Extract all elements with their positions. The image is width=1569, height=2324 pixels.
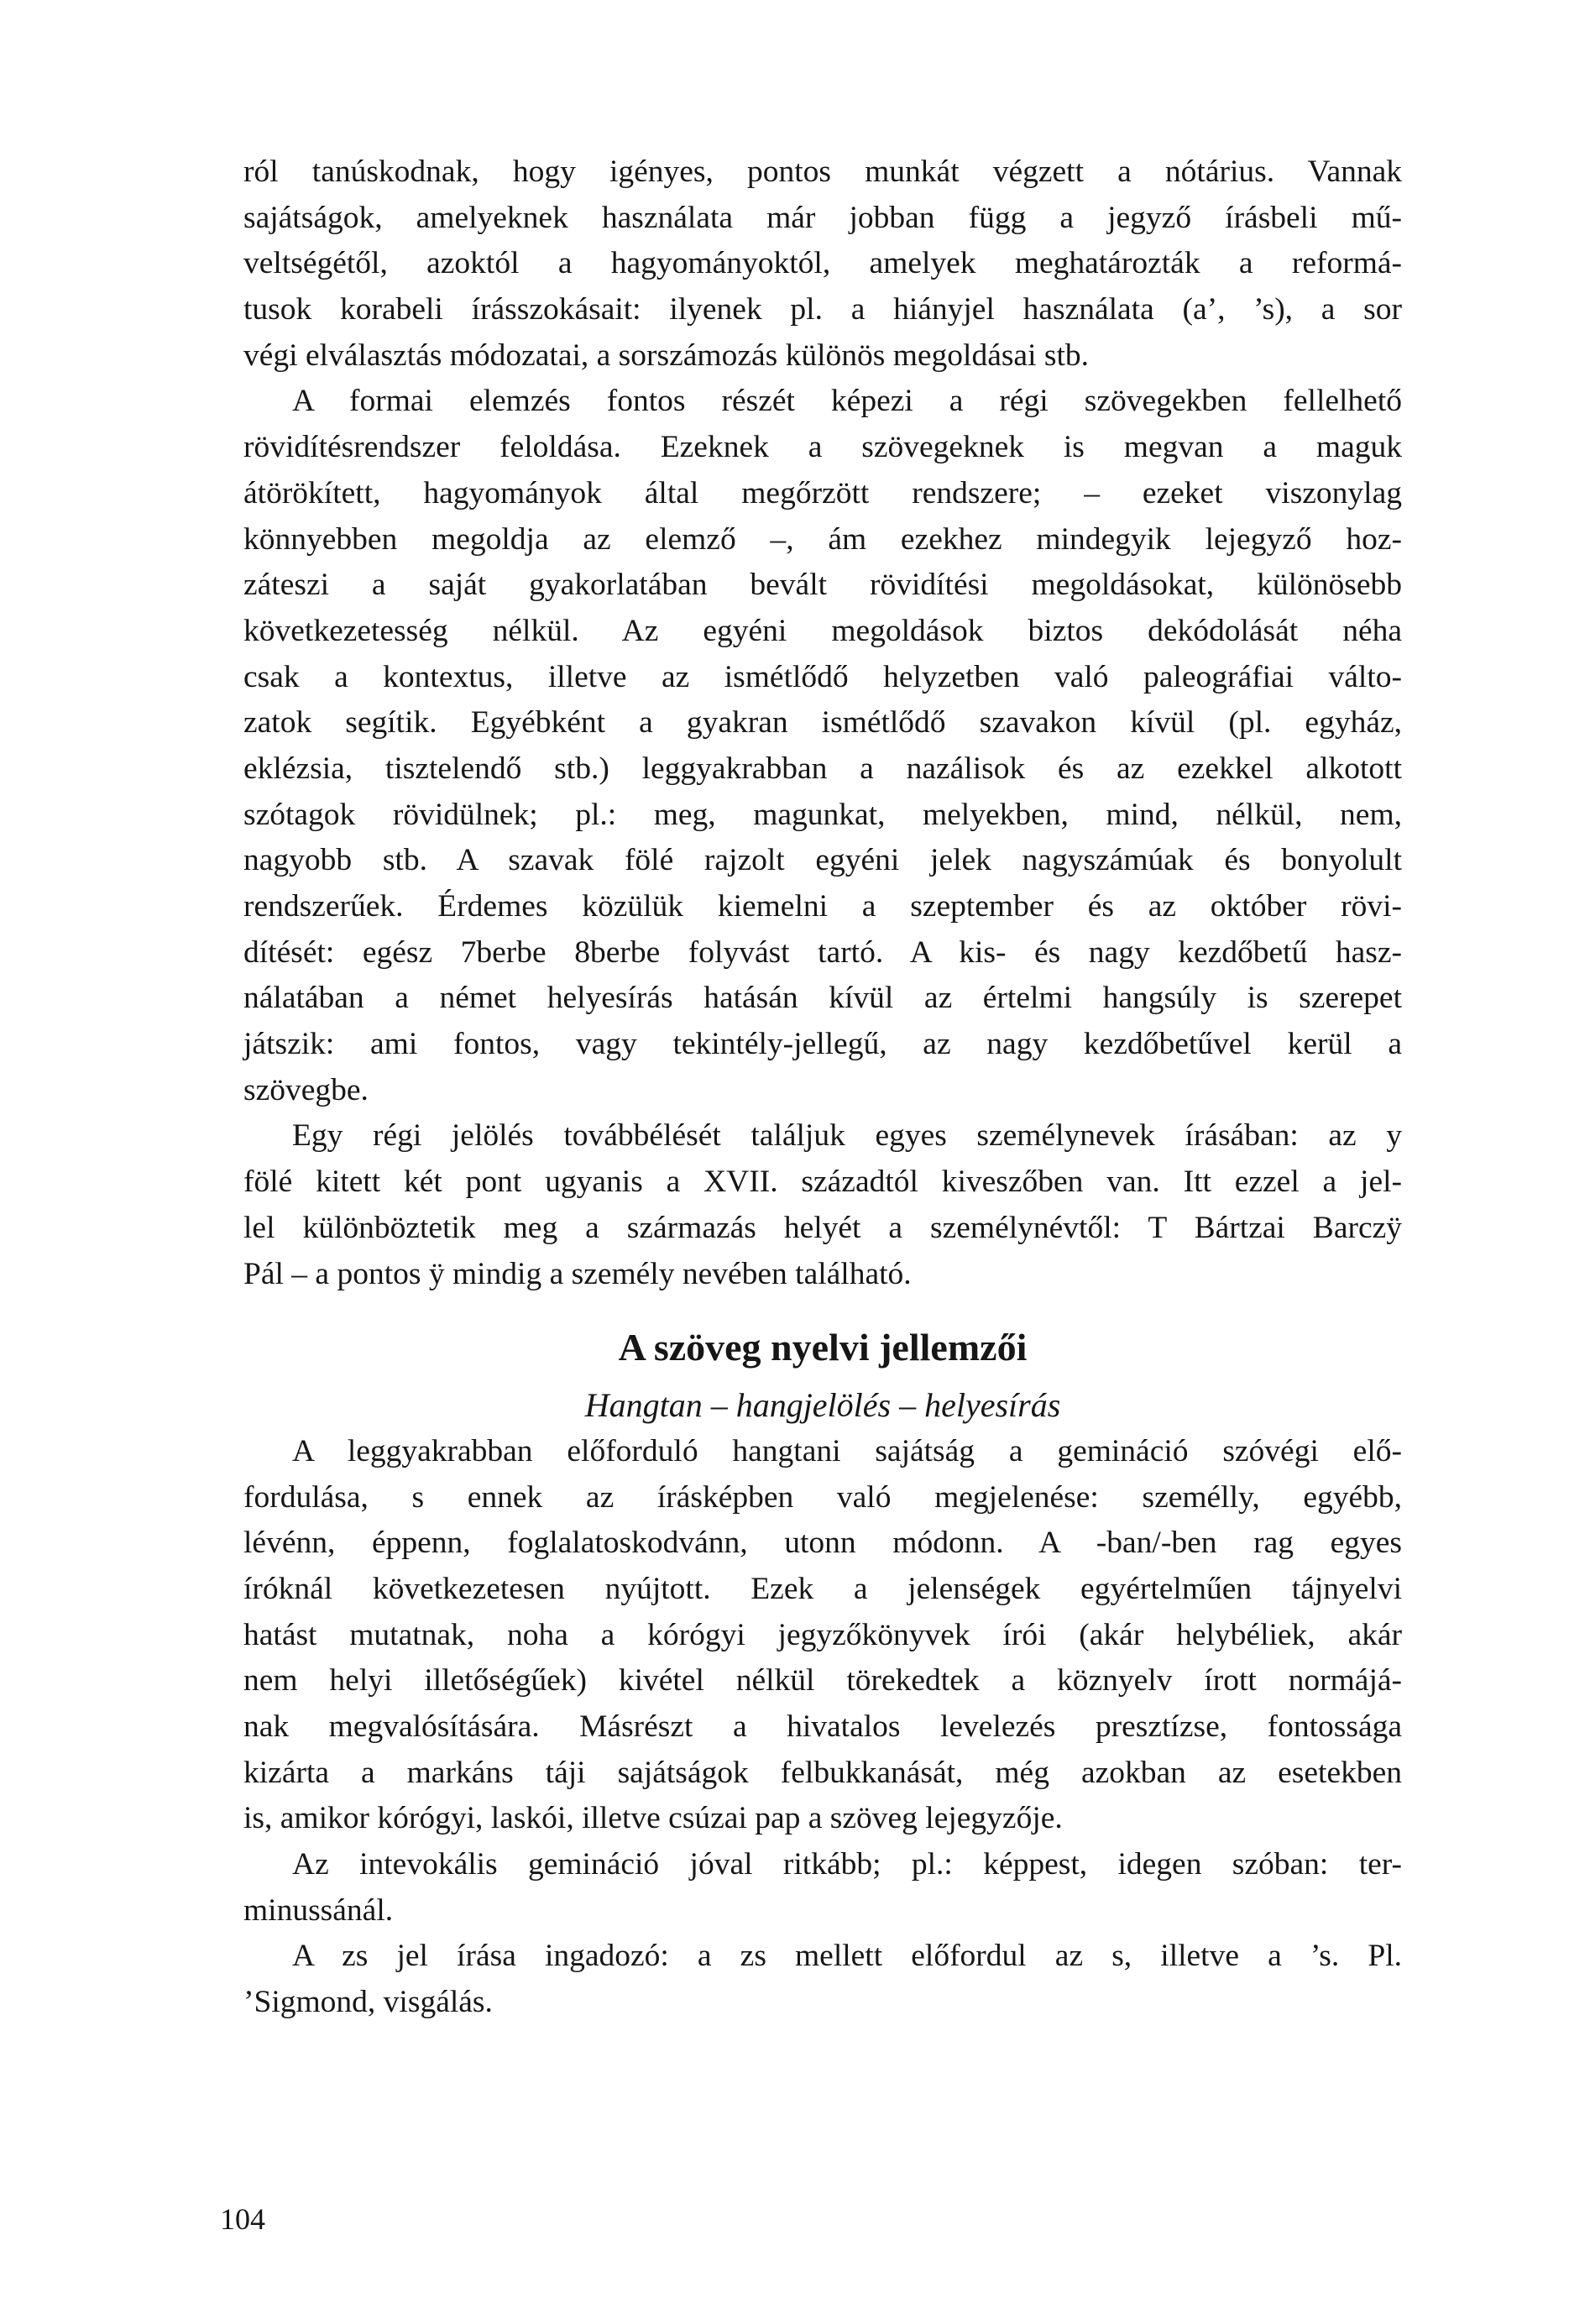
text-line: Pál – a pontos ÿ mindig a személy nevében található. [243, 1256, 912, 1291]
text-line: kizárta a markáns táji sajátságok felbukkanását, még azokban az esetekben [243, 1755, 1402, 1790]
paragraph-4 [243, 1429, 1402, 1842]
text-line: ’Sigmond, visgálás. [243, 1985, 493, 2020]
text-line: következetesség nélkül. Az egyéni megoldások biztos dekódolását néha [243, 613, 1402, 648]
paragraph-2 [243, 379, 1402, 1113]
text-line: lévénn, éppenn, foglalatoskodvánn, utonn módonn. A -ban/-ben rag egyes [243, 1526, 1402, 1561]
text-line: szótagok rövidülnek; pl.: meg, magunkat, melyekben, mind, nélkül, nem, [243, 797, 1402, 832]
text-line: tusok korabeli írásszokásait: ilyenek pl. a hiányjel használata (a’, ’s), a sor [243, 292, 1402, 327]
text-line: végi elválasztás módozatai, a sorszámozás különös megoldásai stb. [243, 338, 1090, 373]
text-line: záteszi a saját gyakorlatában bevált rövidítési megoldásokat, különösebb [243, 568, 1402, 603]
text-line: átörökített, hagyományok által megőrzött rendszere; – ezeket viszonylag [243, 475, 1402, 510]
text-line: nálatában a német helyesírás hatásán kívül az értelmi hangsúly is szerepet [243, 981, 1402, 1016]
text-line: könnyebben megoldja az elemző –, ám ezekhez mindegyik lejegyző hoz- [243, 521, 1402, 557]
paragraph-6 [243, 1934, 1402, 2025]
text-line: Az intevokális gemináció jóval ritkább; pl.: képpest, idegen szóban: ter- [292, 1847, 1402, 1882]
text-line: dítését: egész 7berbe 8berbe folyvást tartó. A kis- és nagy kezdőbetű hasz- [243, 934, 1402, 970]
text-line: csak a kontextus, illetve az ismétlődő helyzetben való paleográfiai válto- [243, 659, 1402, 694]
paragraph-3 [243, 1113, 1402, 1297]
page-number: 104 [220, 2202, 265, 2236]
text-line: A zs jel írása ingadozó: a zs mellett előfordul az s, illetve a ’s. Pl. [292, 1939, 1402, 1974]
text-line: szövegbe. [243, 1072, 369, 1107]
paragraph-5 [243, 1842, 1402, 1934]
text-line: minussánál. [243, 1892, 394, 1928]
text-line: nagyobb stb. A szavak fölé rajzolt egyéni jelek nagyszámúak és bonyolult [243, 843, 1402, 878]
text-line: Egy régi jelölés továbbélését találjuk egyes személynevek írásában: az y [292, 1118, 1402, 1154]
text-line: fölé kitett két pont ugyanis a XVII. századtól kiveszőben van. Itt ezzel a jel- [243, 1165, 1402, 1200]
text-line: íróknál következetesen nyújtott. Ezek a jelenségek egyértelműen tájnyelvi [243, 1571, 1402, 1606]
text-line: eklézsia, tisztelendő stb.) leggyakrabban a nazálisok és az ezekkel alkotott [243, 751, 1402, 786]
text-line: rövidítésrendszer feloldása. Ezeknek a szövegeknek is megvan a maguk [243, 430, 1402, 465]
text-line: játszik: ami fontos, vagy tekintély-jellegű, az nagy kezdőbetűvel kerül a [243, 1027, 1402, 1062]
text-line: A leggyakrabban előforduló hangtani sajátság a gemináció szóvégi elő- [292, 1433, 1402, 1468]
body-text [243, 149, 1402, 2026]
text-line: veltségétől, azoktól a hagyományoktól, amelyek meghatározták a reformá- [243, 246, 1402, 281]
section-heading: A szöveg nyelvi jellemzői [618, 1326, 1028, 1369]
text-line: nak megvalósítására. Másrészt a hivatalos levelezés presztízse, fontossága [243, 1709, 1402, 1745]
text-line: fordulása, s ennek az írásképben való megjelenése: személly, egyébb, [243, 1479, 1402, 1515]
paragraph-1 [243, 149, 1402, 379]
text-line: zatok segítik. Egyébként a gyakran ismétlődő szavakon kívül (pl. egyház, [243, 705, 1402, 741]
text-line: lel különböztetik meg a származás helyét a személynévtől: T Bártzai Barczÿ [243, 1210, 1402, 1245]
text-line: ról tanúskodnak, hogy igényes, pontos munkát végzett a nótárius. Vannak [243, 154, 1402, 189]
text-line: hatást mutatnak, noha a kórógyi jegyzőkönyvek írói (akár helybéliek, akár [243, 1617, 1402, 1652]
text-line: is, amikor kórógyi, laskói, illetve csúzai pap a szöveg lejegyzője. [243, 1801, 1063, 1836]
section-subheading: Hangtan – hangjelölés – helyesírás [584, 1386, 1061, 1425]
text-line: nem helyi illetőségűek) kivétel nélkül törekedtek a köznyelv írott normájá- [243, 1663, 1402, 1699]
text-line: sajátságok, amelyeknek használata már jobban függ a jegyző írásbeli mű- [243, 200, 1402, 235]
text-line: A formai elemzés fontos részét képezi a régi szövegekben fellelhető [292, 384, 1402, 419]
text-line: rendszerűek. Érdemes közülük kiemelni a szeptember és az október rövi- [243, 889, 1402, 924]
